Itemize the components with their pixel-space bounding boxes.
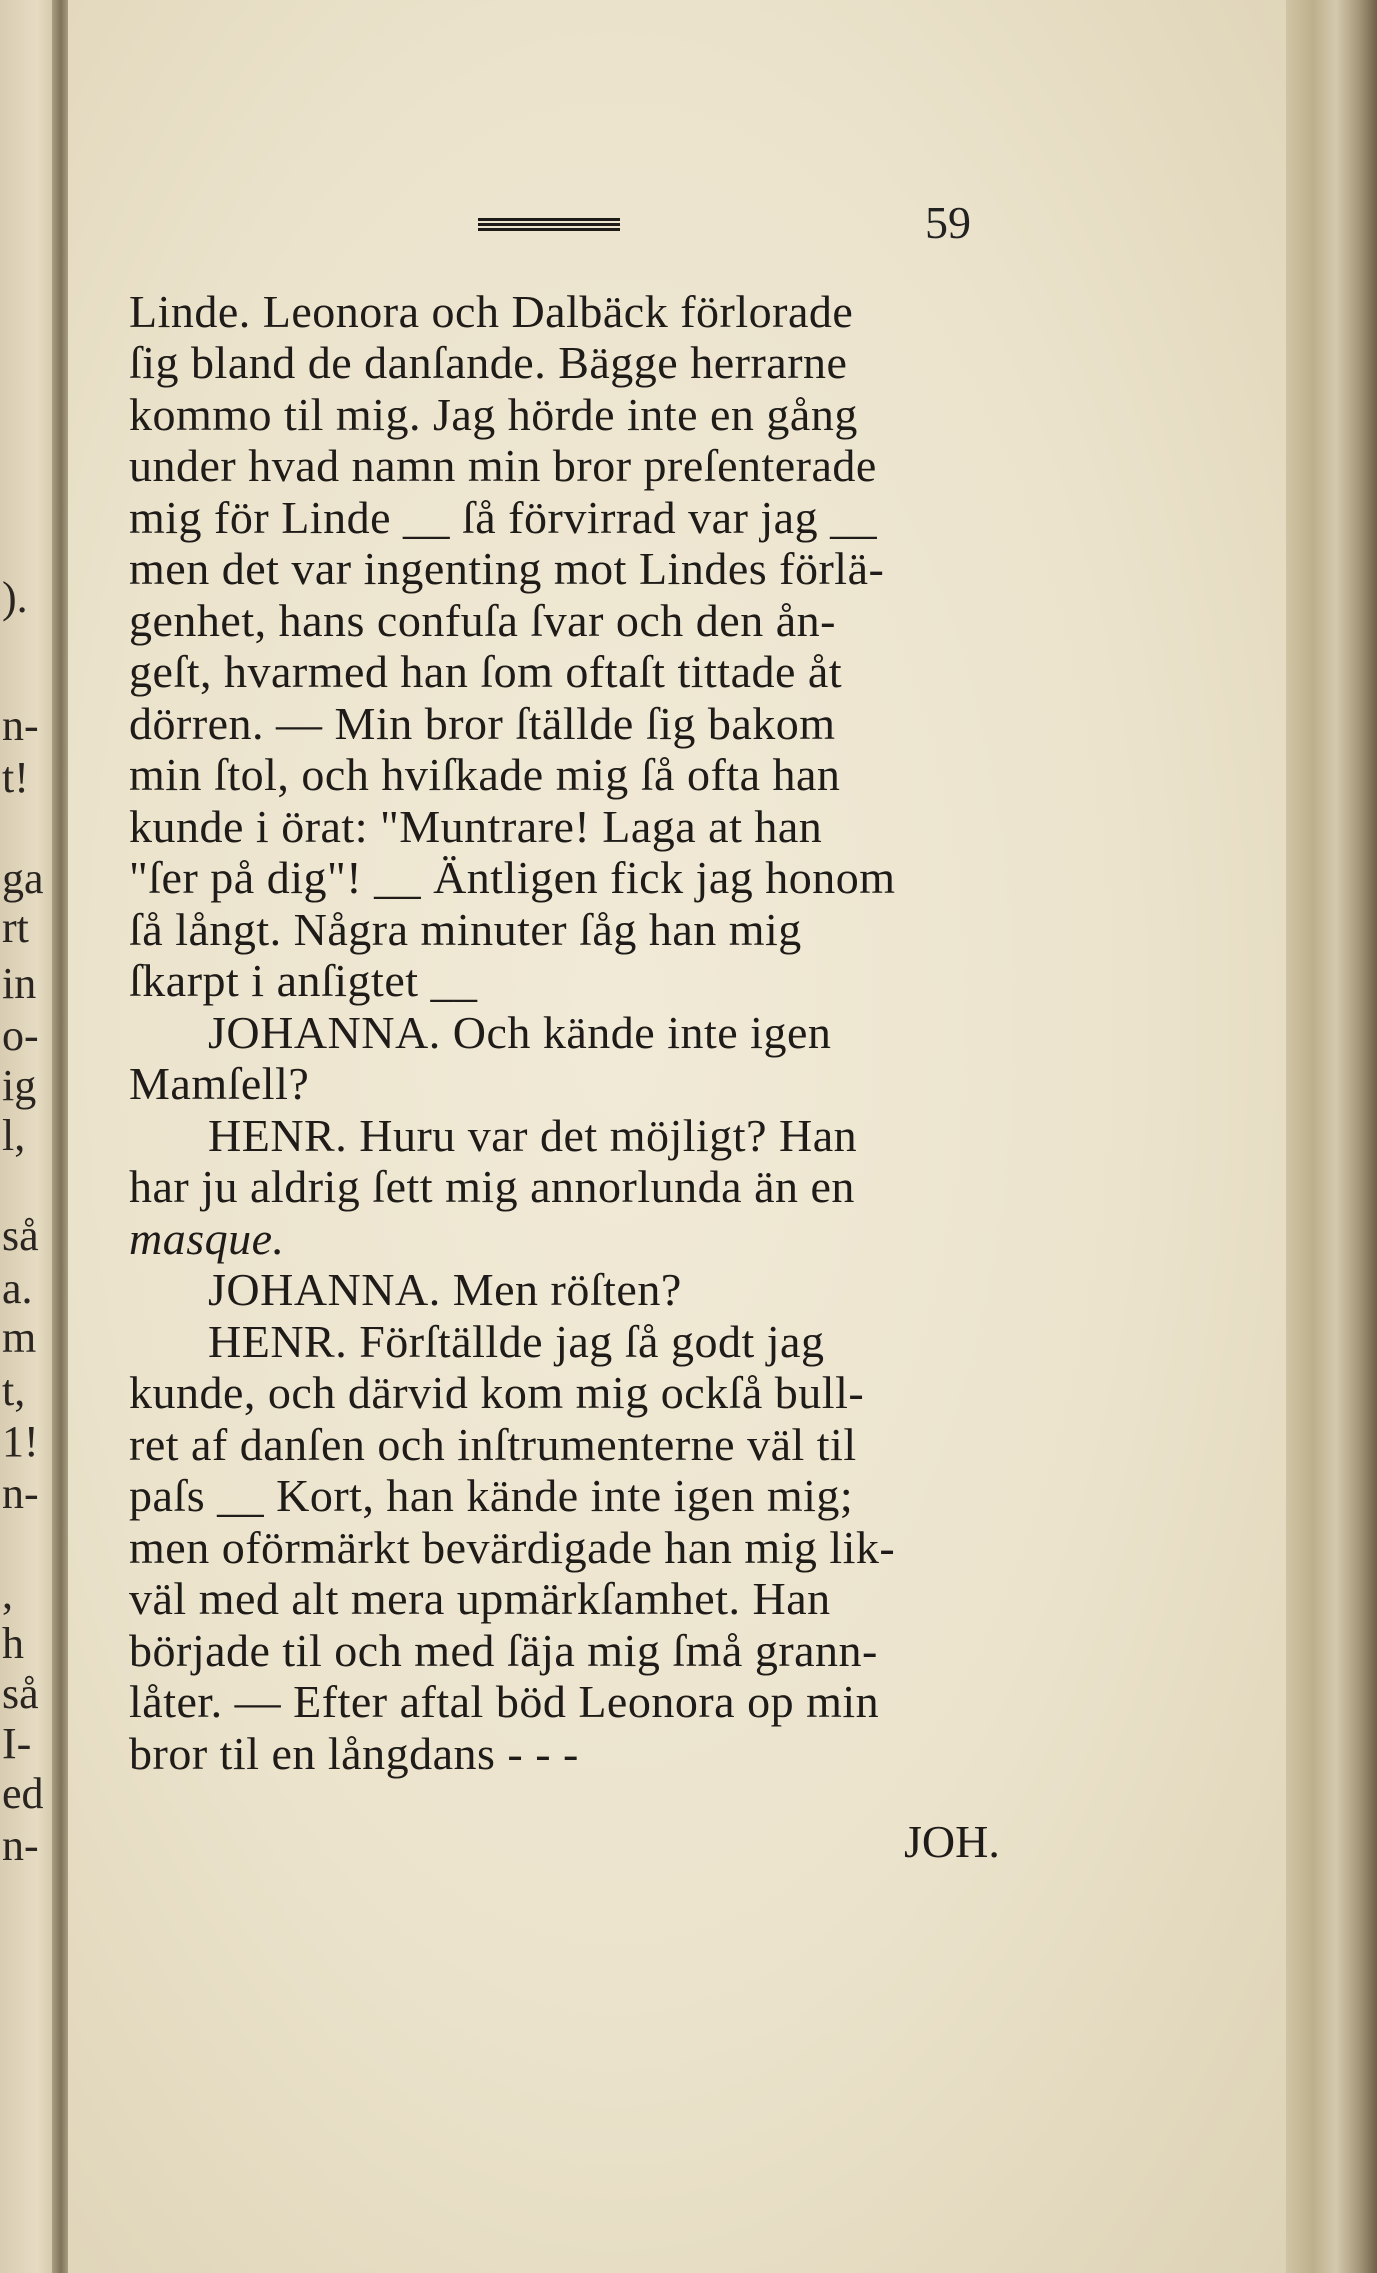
left-margin-fragment: t,	[2, 1366, 26, 1415]
left-margin-fragment: m	[2, 1313, 37, 1362]
speaker-line: JOHANNA. Men röſten?	[208, 1264, 682, 1315]
left-margin-fragment: l,	[2, 1111, 26, 1160]
left-margin-fragment: in	[2, 959, 37, 1008]
left-margin-fragment: n-	[2, 701, 39, 750]
speaker-line: HENR. Förſtällde jag ſå godt jag	[208, 1316, 825, 1367]
text-line: ſig bland de danſande. Bägge herrarne	[129, 337, 848, 388]
catchword: JOH.	[904, 1816, 1000, 1867]
left-margin-fragment: rt	[2, 903, 29, 952]
text-line: paſs __ Kort, han kände inte igen mig;	[129, 1470, 854, 1521]
text-line: geſt, hvarmed han ſom oftaſt tittade åt	[129, 646, 843, 697]
text-line: ſå långt. Några minuter ſåg han mig	[129, 904, 802, 955]
text-line: men oförmärkt bevärdigade han mig lik-	[129, 1522, 896, 1573]
text-line: men det var ingenting mot Lindes förlä-	[129, 543, 885, 594]
text-line: kunde i örat: "Muntrare! Laga at han	[129, 801, 823, 852]
text-line: kunde, och därvid kom mig ockſå bull-	[129, 1367, 865, 1418]
header-rule-ornament	[478, 218, 620, 232]
text-line: under hvad namn min bror preſenterade	[129, 440, 877, 491]
left-margin-fragment: ed	[2, 1769, 44, 1818]
left-margin-fragment: I-	[2, 1719, 32, 1768]
text-line: ret af danſen och inſtrumenterne väl til	[129, 1419, 857, 1470]
text-line: Linde. Leonora och Dalbäck förlorade	[129, 286, 854, 337]
left-margin-fragment: ig	[2, 1061, 37, 1110]
left-margin-fragment: ).	[2, 573, 28, 622]
text-line: masque.	[129, 1213, 285, 1264]
speaker-line: HENR. Huru var det möjligt? Han	[208, 1110, 858, 1161]
left-margin-fragment: så	[2, 1211, 39, 1260]
text-line: väl med alt mera upmärkſamhet. Han	[129, 1573, 831, 1624]
left-margin-fragment: o-	[2, 1011, 39, 1060]
left-margin-fragment: n-	[2, 1469, 39, 1518]
left-margin-fragment: h	[2, 1619, 24, 1668]
text-line: Mamſell?	[129, 1058, 310, 1109]
text-line: dörren. — Min bror ſtällde ſig bakom	[129, 698, 836, 749]
left-margin-fragment: ,	[2, 1569, 13, 1618]
text-line: min ſtol, och hviſkade mig ſå ofta han	[129, 749, 841, 800]
left-margin-fragment: 1!	[2, 1417, 39, 1466]
text-line: genhet, hans confuſa ſvar och den ån-	[129, 595, 836, 646]
text-line: började til och med ſäja mig ſmå grann-	[129, 1625, 878, 1676]
page-number: 59	[925, 197, 971, 248]
page-edge-right	[1286, 0, 1377, 2273]
left-margin-fragment: a.	[2, 1264, 33, 1313]
left-margin-fragment: så	[2, 1669, 39, 1718]
text-line: mig för Linde __ ſå förvirrad var jag __	[129, 492, 878, 543]
text-line: kommo til mig. Jag hörde inte en gång	[129, 389, 858, 440]
text-line: bror til en långdans - - -	[129, 1728, 579, 1779]
text-line: låter. — Efter aftal böd Leonora op min	[129, 1676, 880, 1727]
text-line: "ſer på dig"! __ Äntligen fick jag honom	[129, 852, 896, 903]
text-line: ſkarpt i anſigtet __	[129, 955, 478, 1006]
left-margin-fragment: n-	[2, 1821, 39, 1870]
text-line: har ju aldrig ſett mig annorlunda än en	[129, 1161, 855, 1212]
left-margin-fragment: t!	[2, 753, 29, 802]
speaker-line: JOHANNA. Och kände inte igen	[208, 1007, 832, 1058]
left-margin-fragment: ga	[2, 854, 44, 903]
